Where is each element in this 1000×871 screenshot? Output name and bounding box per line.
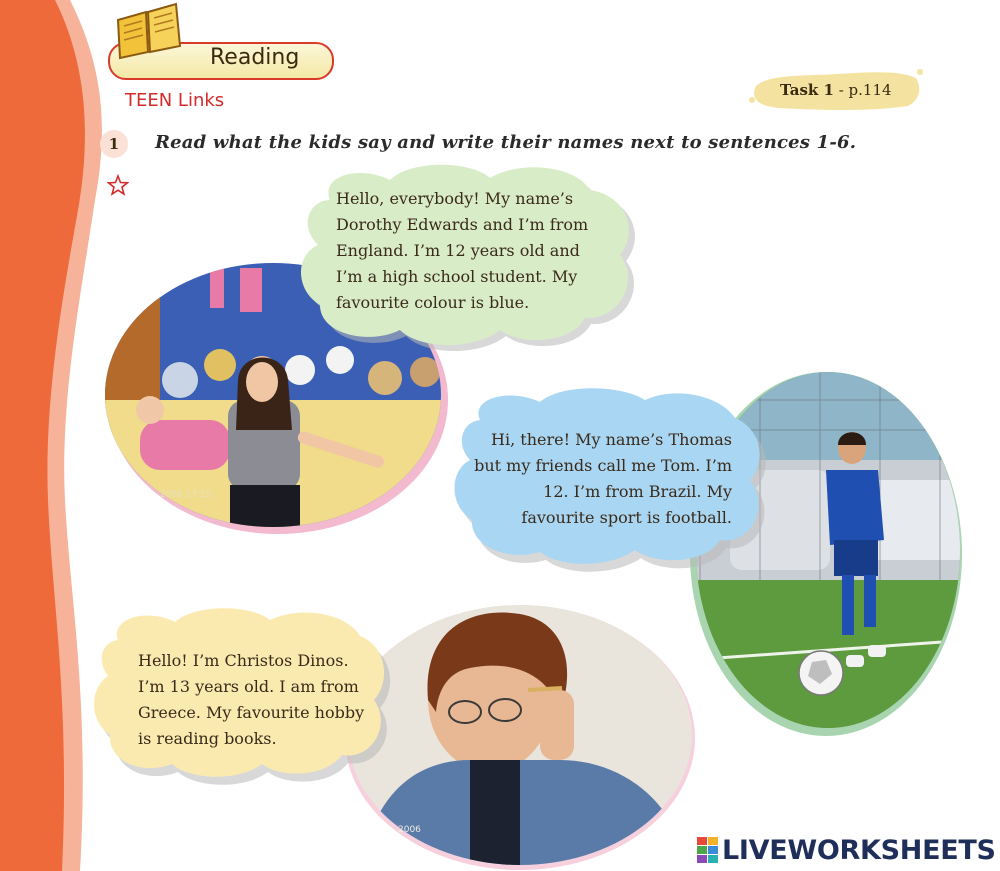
- exercise-instruction: Read what the kids say and write their names next to sentences 1-6.: [155, 132, 857, 153]
- dorothy-speech-text: Hello, everybody! My name’s Dorothy Edwards and I’m from England. I’m 12 years old and I’m a high school student. My favourite colour is blue.: [336, 189, 589, 312]
- christos-speech-text: Hello! I’m Christos Dinos. I’m 13 years old. I am from Greece. My favourite hobby is reading books.: [138, 651, 365, 748]
- liveworksheets-logo[interactable]: [697, 835, 996, 866]
- unit-subtitle: TEEN Links: [125, 90, 225, 111]
- section-title: Reading: [210, 45, 300, 70]
- exercise-number: 1: [100, 130, 128, 158]
- liveworksheets-logo-icon: [697, 837, 719, 865]
- task-label: Task 1: [780, 81, 834, 99]
- christos-photo-timestamp: 2006: [398, 825, 421, 835]
- task-page: - p.114: [833, 81, 892, 99]
- thomas-speech-text: Hi, there! My name’s Thomas but my friends call me Tom. I’m 12. I’m from Brazil. My favourite sport is football.: [474, 430, 732, 527]
- logo-text: LIVEWORKSHEETS: [722, 835, 996, 866]
- dorothy-photo-timestamp: 2006 17:15: [160, 490, 212, 500]
